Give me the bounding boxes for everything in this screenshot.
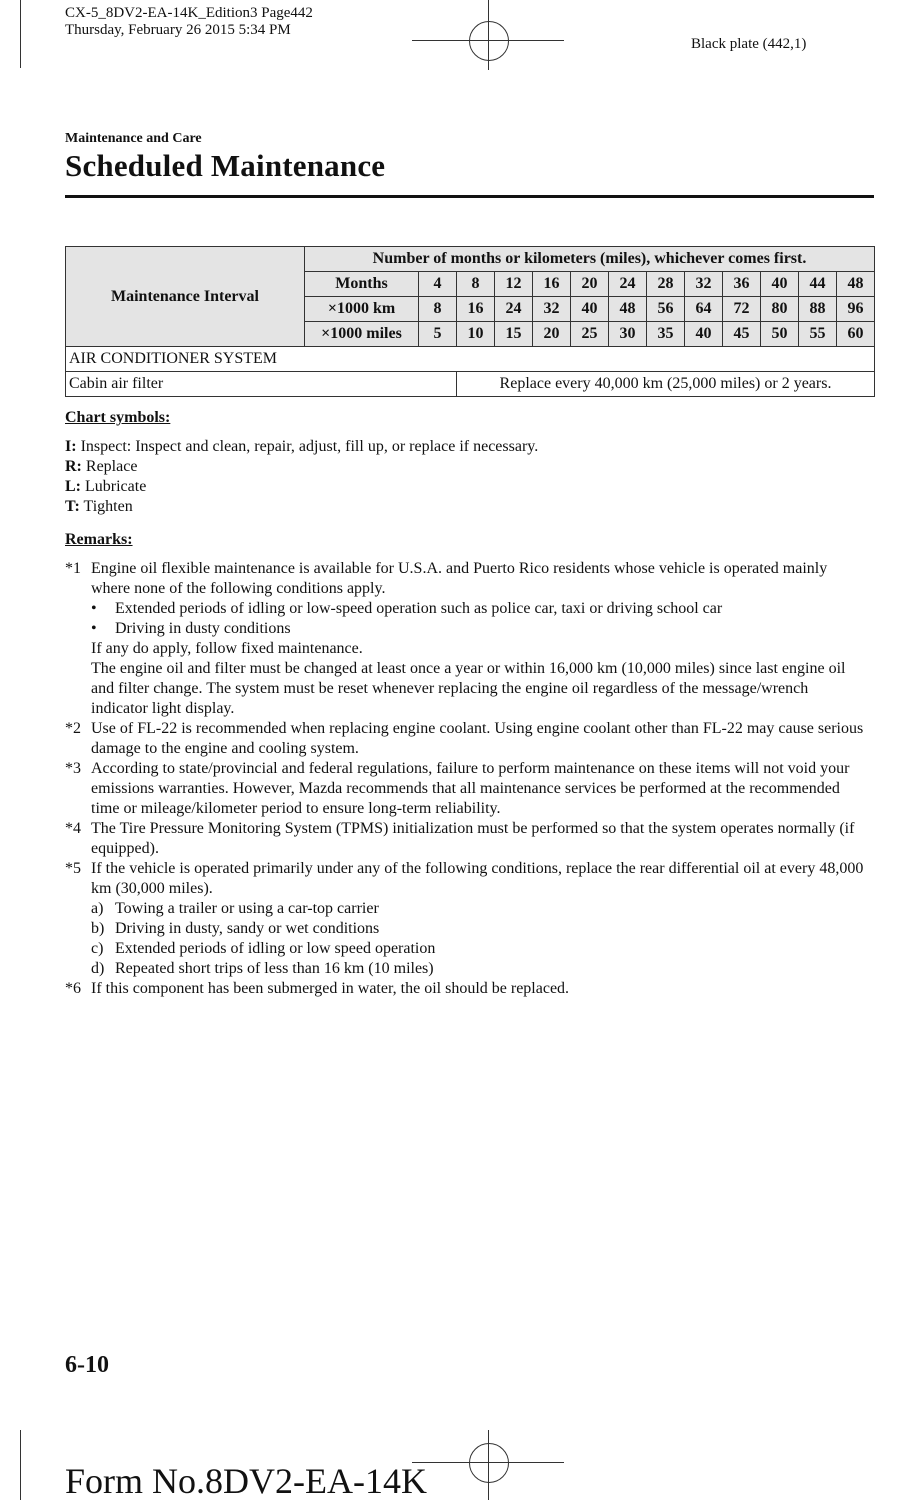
remark-text: If this component has been submerged in water, the oil should be replaced. <box>91 980 570 997</box>
table-cell: 48 <box>837 272 875 297</box>
remark-2 <box>65 719 865 759</box>
title-rule <box>65 195 874 198</box>
list-text: Repeated short trips of less than 16 km (10 miles) <box>115 960 434 977</box>
table-row-system <box>66 347 875 372</box>
table-cell: 8 <box>457 272 495 297</box>
remark-5 <box>65 859 865 979</box>
symbol-key: L: <box>65 478 81 495</box>
symbol-text: Inspect: Inspect and clean, repair, adjust, fill up, or replace if necessary. <box>76 438 539 455</box>
list-item <box>91 919 865 939</box>
table-cell: 32 <box>685 272 723 297</box>
table-cell: 28 <box>647 272 685 297</box>
header-file-line: CX-5_8DV2-EA-14K_Edition3 Page442 <box>65 5 313 21</box>
table-cell: 16 <box>457 297 495 322</box>
remark-text: The Tire Pressure Monitoring System (TPMS) initialization must be performed so that the system operates normally (if equipped). <box>91 820 855 857</box>
table-cell: 88 <box>799 297 837 322</box>
table-cell: 60 <box>837 322 875 347</box>
list-marker: c) <box>91 940 104 957</box>
symbol-text: Tighten <box>79 498 133 515</box>
list-text: Extended periods of idling or low speed operation <box>115 940 436 957</box>
bullet-text: Driving in dusty conditions <box>115 620 291 637</box>
symbol-line <box>65 497 133 517</box>
table-cell: 44 <box>799 272 837 297</box>
symbol-line <box>65 457 137 477</box>
remarks-heading: Remarks: <box>65 531 133 548</box>
table-cell: 24 <box>495 297 533 322</box>
table-cell: 64 <box>685 297 723 322</box>
table-cell: 20 <box>533 322 571 347</box>
table-cell: 10 <box>457 322 495 347</box>
chart-symbols-heading: Chart symbols: <box>65 409 171 426</box>
table-cell: 55 <box>799 322 837 347</box>
list-text: Driving in dusty, sandy or wet conditions <box>115 920 380 937</box>
table-cell: 24 <box>609 272 647 297</box>
crop-mark-left-top <box>20 0 21 68</box>
list-item <box>91 959 865 979</box>
row-label-miles: ×1000 miles <box>305 322 419 347</box>
table-cell: 56 <box>647 297 685 322</box>
table-cell: 4 <box>419 272 457 297</box>
table-cell: 50 <box>761 322 799 347</box>
maintenance-table <box>65 246 874 397</box>
table-cell: 40 <box>685 322 723 347</box>
table-cell: 15 <box>495 322 533 347</box>
table-header-row <box>66 247 875 272</box>
page-title: Scheduled Maintenance <box>65 148 386 183</box>
remark-text: If any do apply, follow fixed maintenance. <box>91 640 363 657</box>
symbol-line <box>65 437 538 457</box>
table-cell: 40 <box>571 297 609 322</box>
table-cell: 36 <box>723 272 761 297</box>
bullet-icon: • <box>91 600 97 617</box>
list-marker: d) <box>91 960 105 977</box>
symbol-text: Replace <box>81 458 138 475</box>
bullet-item <box>91 599 865 619</box>
remark-text: Use of FL-22 is recommended when replacing engine coolant. Using engine coolant other than FL-22 may cause serious damage to the engine and cooling system. <box>91 720 864 757</box>
list-marker: b) <box>91 920 105 937</box>
table-caption: Number of months or kilometers (miles), whichever comes first. <box>305 247 875 272</box>
table-cell: 45 <box>723 322 761 347</box>
system-label: AIR CONDITIONER SYSTEM <box>66 347 875 372</box>
item-label: Cabin air filter <box>66 372 457 397</box>
remark-text: If the vehicle is operated primarily under any of the following conditions, replace the rear differential oil at every 48,000 km (30,000 miles). <box>91 860 864 897</box>
remark-4 <box>65 819 865 859</box>
table-cell: 8 <box>419 297 457 322</box>
remark-1 <box>65 559 865 719</box>
table-cell: 30 <box>609 322 647 347</box>
table-cell: 25 <box>571 322 609 347</box>
form-number: Form No.8DV2-EA-14K <box>65 1461 427 1501</box>
table-cell: 96 <box>837 297 875 322</box>
symbol-line <box>65 477 146 497</box>
list-marker: a) <box>91 900 104 917</box>
remark-text: According to state/provincial and federal regulations, failure to perform maintenance on these items will not void your emissions warranties. However, Mazda recommends that all maintenance services be performed at the recommended time or mileage/kilometer period to ensure long-term reliability. <box>91 760 850 817</box>
remark-number: *6 <box>65 980 81 997</box>
table-cell: 20 <box>571 272 609 297</box>
table-cell: 80 <box>761 297 799 322</box>
list-text: Towing a trailer or using a car-top carrier <box>115 900 379 917</box>
remark-text: The engine oil and filter must be changed at least once a year or within 16,000 km (10,000 miles) since last engine oil and filter change. The system must be reset whenever replacing the engine oil regardless of the message/wrench indicator light display. <box>91 660 846 717</box>
symbol-key: I: <box>65 438 77 455</box>
table-cell: 40 <box>761 272 799 297</box>
table-cell: 16 <box>533 272 571 297</box>
row-label-months: Months <box>305 272 419 297</box>
remarks-list <box>65 559 865 999</box>
section-label: Maintenance and Care <box>65 131 202 146</box>
bullet-text: Extended periods of idling or low-speed operation such as police car, taxi or driving school car <box>115 600 723 617</box>
table-cell: 5 <box>419 322 457 347</box>
table-cell: 48 <box>609 297 647 322</box>
header-date-line: Thursday, February 26 2015 5:34 PM <box>65 22 291 38</box>
remark-number: *5 <box>65 860 81 877</box>
symbol-text: Lubricate <box>81 478 147 495</box>
remark-text: Engine oil flexible maintenance is available for U.S.A. and Puerto Rico residents whose vehicle is operated mainly where none of the following conditions apply. <box>91 560 828 597</box>
symbol-key: T: <box>65 498 80 515</box>
table-cell: 35 <box>647 322 685 347</box>
table-cell: 12 <box>495 272 533 297</box>
symbol-key: R: <box>65 458 82 475</box>
table-cell: 32 <box>533 297 571 322</box>
header-plate: Black plate (442,1) <box>691 36 807 52</box>
remark-number: *1 <box>65 560 81 577</box>
maintenance-interval-label: Maintenance Interval <box>66 247 305 347</box>
item-instruction: Replace every 40,000 km (25,000 miles) or 2 years. <box>457 372 875 397</box>
bullet-icon: • <box>91 620 97 637</box>
row-label-km: ×1000 km <box>305 297 419 322</box>
remark-3 <box>65 759 865 819</box>
remark-number: *4 <box>65 820 81 837</box>
list-item <box>91 939 865 959</box>
remark-number: *3 <box>65 760 81 777</box>
crop-mark-left-bottom <box>20 1430 21 1500</box>
table-row-cabin-filter <box>66 372 875 397</box>
remark-6 <box>65 979 865 999</box>
list-item <box>91 899 865 919</box>
page-number: 6-10 <box>65 1352 109 1378</box>
remark-number: *2 <box>65 720 81 737</box>
table-cell: 72 <box>723 297 761 322</box>
registration-mark-top-circle <box>469 21 509 61</box>
registration-mark-bottom-circle <box>469 1443 509 1483</box>
bullet-item <box>91 619 865 639</box>
